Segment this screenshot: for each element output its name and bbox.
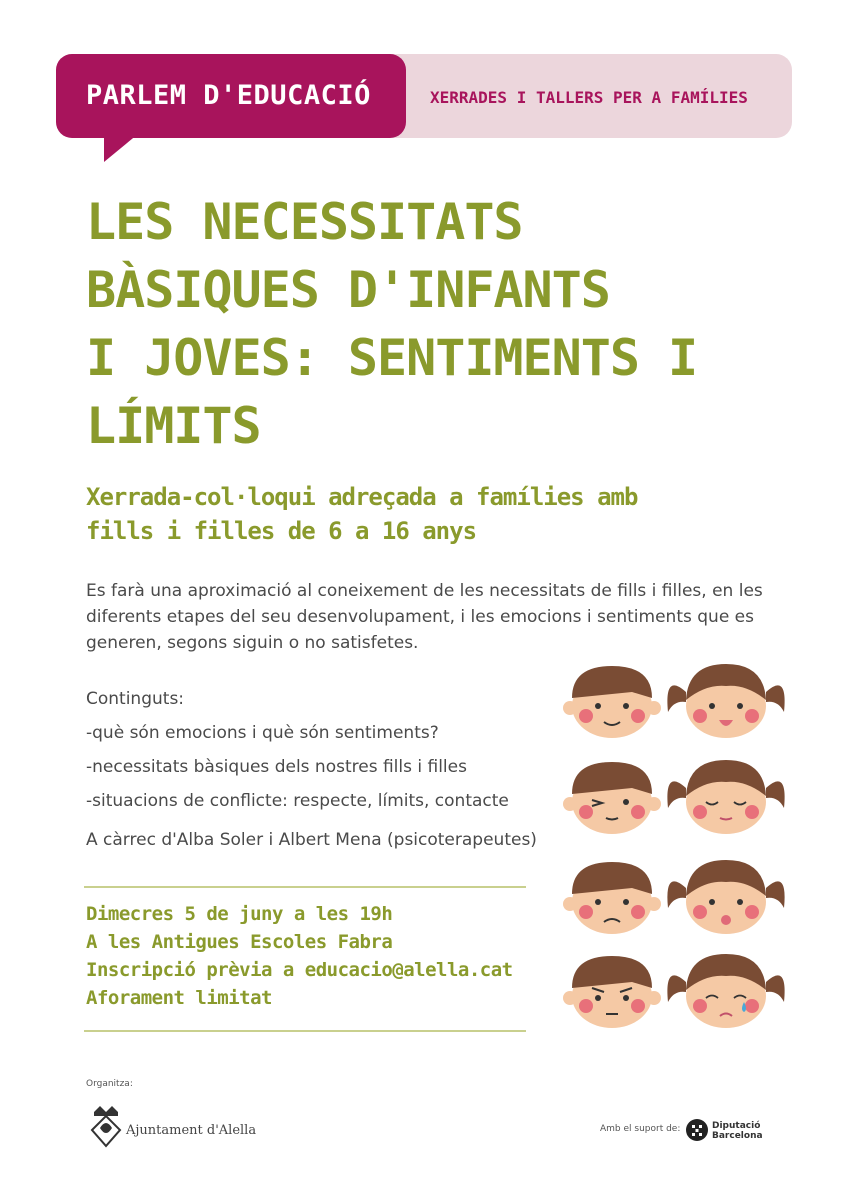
intro-line: generen, segons siguin o no satisfetes. (86, 633, 419, 653)
boy-happy-face (563, 666, 661, 738)
boy-angry-face (563, 956, 661, 1028)
series-subtitle: XERRADES I TALLERS PER A FAMÍLIES (430, 88, 748, 107)
organizer-name: Ajuntament d'Alella (126, 1123, 257, 1138)
contents-item: -situacions de conflicte: respecte, límits, contacte (86, 791, 509, 811)
children-faces-illustration (560, 660, 800, 1040)
intro-line: diferents etapes del seu desenvolupament, i les emocions i sentiments que es (86, 607, 754, 627)
title-line: LÍMITS (86, 397, 261, 455)
contents-item: -necessitats bàsiques dels nostres fills i filles (86, 757, 467, 777)
boy-wink-face (563, 762, 661, 834)
girl-content-face (667, 760, 784, 834)
event-place: A les Antigues Escoles Fabra (86, 931, 393, 953)
series-title: PARLEM D'EDUCACIÓ (86, 80, 371, 111)
subtitle-line: Xerrada-col·loqui adreçada a famílies amb (86, 483, 638, 511)
divider-top (84, 886, 526, 888)
organizer-label: Organitza: (86, 1079, 133, 1089)
event-subtitle (86, 480, 786, 548)
contents-list (86, 682, 556, 818)
event-registration: Inscripció prèvia a educacio@alella.cat (86, 959, 513, 981)
contents-item: -què són emocions i què són sentiments? (86, 723, 439, 743)
intro-line: Es farà una aproximació al coneixement de les necessitats de fills i filles, en les (86, 581, 763, 601)
contents-heading: Continguts: (86, 689, 185, 709)
speech-bubble-tail (104, 134, 138, 162)
event-details (86, 900, 556, 1012)
intro-paragraph (86, 578, 776, 656)
subtitle-line: fills i filles de 6 a 16 anys (86, 517, 477, 545)
boy-sad-face (563, 862, 661, 934)
title-line: LES NECESSITATS (86, 193, 523, 251)
girl-happy-face (667, 664, 784, 738)
girl-surprised-face (667, 860, 784, 934)
support-label: Amb el suport de: (600, 1124, 681, 1134)
diputacio-barcelona-logo-icon (686, 1119, 708, 1141)
title-line: I JOVES: SENTIMENTS I (86, 329, 698, 387)
support-name-line1: Diputació (712, 1121, 761, 1131)
event-capacity: Aforament limitat (86, 987, 272, 1009)
event-date: Dimecres 5 de juny a les 19h (86, 903, 393, 925)
title-line: BÀSIQUES D'INFANTS (86, 261, 610, 319)
support-name-line2: Barcelona (712, 1131, 763, 1141)
speakers: A càrrec d'Alba Soler i Albert Mena (psicoterapeutes) (86, 830, 537, 850)
divider-bottom (84, 1030, 526, 1032)
diputacio-barcelona-name (712, 1121, 763, 1141)
event-title (86, 188, 806, 460)
girl-crying-face (667, 954, 784, 1028)
